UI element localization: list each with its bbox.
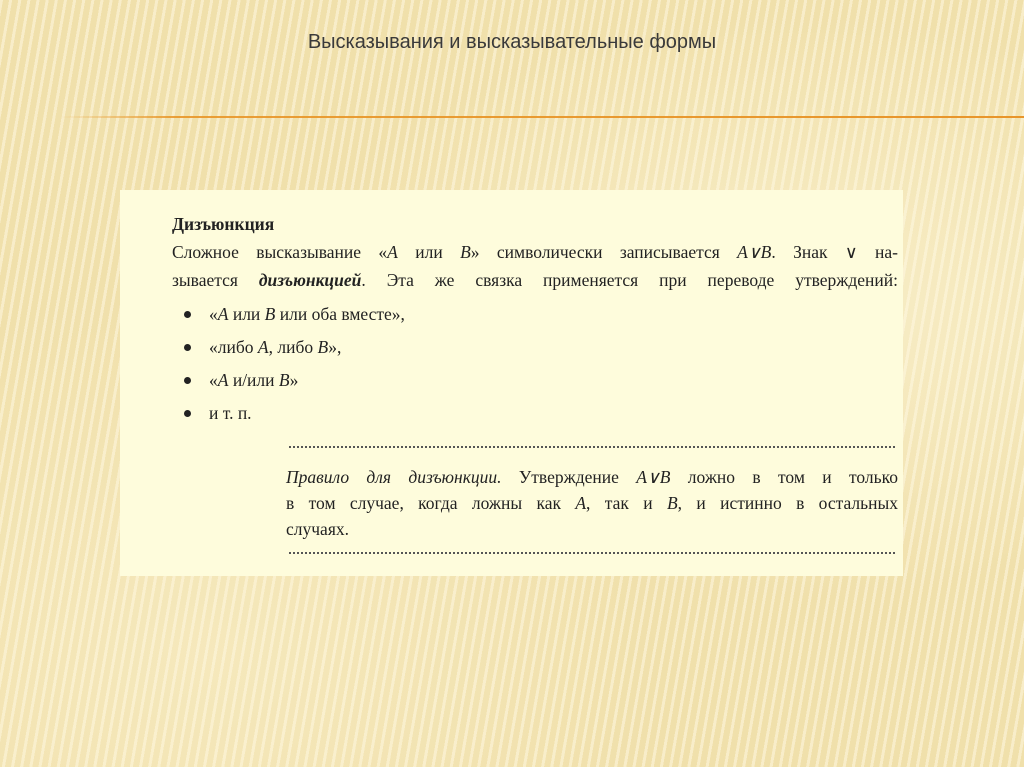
text-span: Сложное высказывание « (172, 242, 388, 262)
variable-a: A (387, 242, 398, 262)
paragraph-line-2 (172, 266, 898, 294)
text-span: ложно в том и только (670, 467, 898, 487)
text-span: Утверждение (501, 467, 637, 487)
text-span: , так и (586, 493, 667, 513)
text-span: или оба вместе», (275, 304, 405, 324)
variable-b: B (264, 304, 276, 324)
list-item (172, 298, 893, 331)
text-span: в том случае, когда ложны как (286, 493, 576, 513)
variable-a: A (217, 304, 229, 324)
text-span: », (328, 337, 342, 357)
rule-line-3 (286, 516, 898, 542)
list-item (172, 331, 893, 364)
rule-label: Правило для дизъюнкции. (286, 467, 502, 487)
text-span: « (209, 370, 218, 390)
list-item (172, 397, 893, 430)
variable-b: B (278, 370, 290, 390)
list-item (172, 364, 893, 397)
dotted-divider-top (289, 446, 895, 448)
variable-b: B (317, 337, 329, 357)
variable-a: A (575, 493, 587, 513)
disjunction-expression: A∨B (636, 467, 671, 487)
text-span: или (228, 304, 265, 324)
text-span: , и истинно в остальных (677, 493, 898, 513)
text-span: и т. п. (209, 403, 252, 423)
variable-a: A (217, 370, 229, 390)
text-span: » (289, 370, 299, 390)
defined-term: дизъюнкцией (258, 270, 362, 290)
slide-title: Высказывания и высказывательные формы (307, 31, 717, 53)
text-span: случаях. (286, 519, 349, 539)
rule-line-2 (286, 490, 898, 516)
variable-a: A (257, 337, 269, 357)
bullet-list (172, 298, 893, 430)
bullet-icon (184, 344, 191, 351)
text-span: и/или (228, 370, 279, 390)
title-underline (60, 116, 1024, 118)
dotted-divider-bottom (289, 552, 895, 554)
text-span: « (209, 304, 218, 324)
rule-box (286, 446, 898, 554)
text-span: зывается (172, 270, 259, 290)
rule-line-1 (286, 464, 898, 490)
definition-paragraph (172, 238, 898, 294)
section-heading: Дизъюнкция (172, 214, 275, 234)
document-excerpt (120, 190, 903, 576)
text-span: «либо (209, 337, 258, 357)
disjunction-expression: A∨B (737, 242, 772, 262)
text-span: . Знак ∨ на- (771, 242, 899, 262)
text-span: » символически записывается (470, 242, 738, 262)
text-span: , либо (268, 337, 318, 357)
rule-text (286, 464, 898, 542)
variable-b: B (666, 493, 678, 513)
bullet-icon (184, 311, 191, 318)
text-span: . Эта же связка применяется при переводе утверждений: (361, 270, 898, 290)
text-span: или (397, 242, 461, 262)
variable-b: B (460, 242, 471, 262)
bullet-icon (184, 377, 191, 384)
bullet-icon (184, 410, 191, 417)
paragraph-line-1 (172, 238, 898, 266)
